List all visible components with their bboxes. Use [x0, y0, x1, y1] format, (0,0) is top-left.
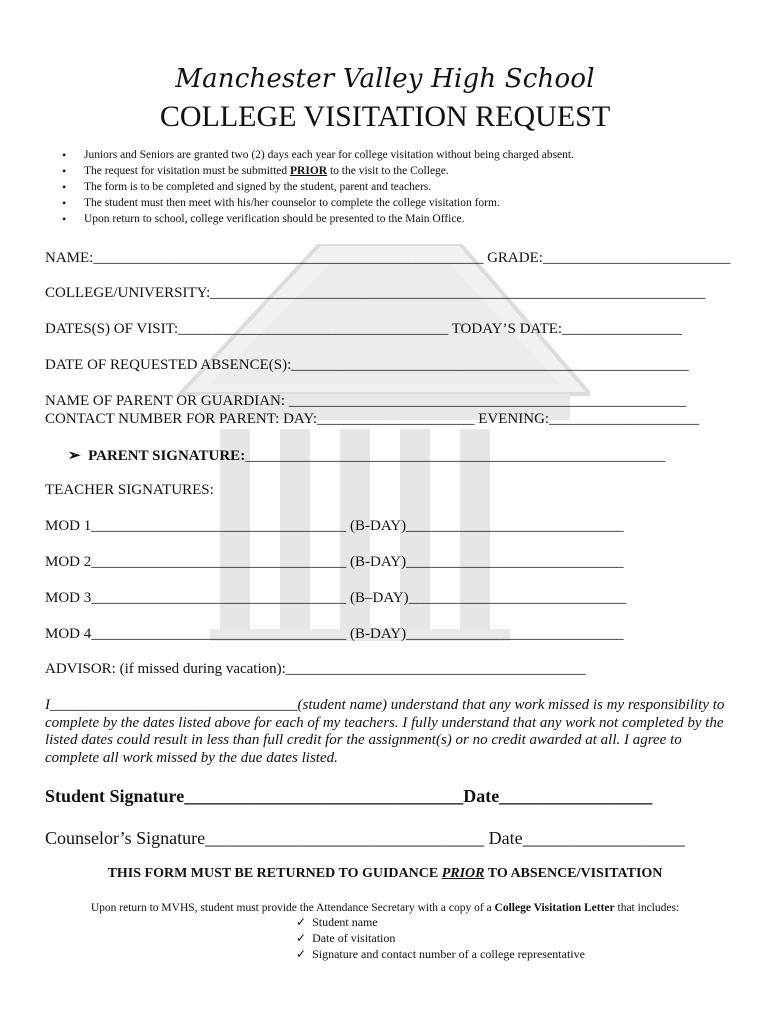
- parent-name-field[interactable]: NAME OF PARENT OR GUARDIAN: _____________________________________________________: [45, 393, 687, 409]
- agreement-text: I_________________________________(student name) understand that any work missed is my responsibility to complete by the dates listed above for each of my teachers. I fully understand that any work not completed by the listed dates could result in less than full credit for the assignment(s) or no credit awarded at all. I agree to complete all work missed by the due dates listed.: [45, 697, 725, 766]
- page-title: COLLEGE VISITATION REQUEST: [159, 100, 611, 133]
- name-field[interactable]: NAME:____________________________________________________ GRADE:_________________________: [45, 250, 731, 266]
- parent-signature-field[interactable]: ➢ PARENT SIGNATURE:________________________________________________________: [68, 448, 666, 464]
- mod2-field[interactable]: MOD 2__________________________________ (B-DAY)_____________________________: [45, 554, 624, 570]
- rules-list: [62, 148, 574, 228]
- advisor-field[interactable]: ADVISOR: (if missed during vacation):________________________________________: [45, 661, 586, 677]
- parent-contact-field[interactable]: CONTACT NUMBER FOR PARENT: DAY:_____________________ EVENING:____________________: [45, 411, 700, 427]
- list-item: • The form is to be completed and signed by the student, parent and teachers.: [62, 180, 574, 196]
- checkmark-icon: ✓: [296, 915, 307, 929]
- list-item: • The request for visitation must be submitted PRIOR to the visit to the College.: [62, 164, 574, 180]
- return-info: Upon return to MVHS, student must provide the Attendance Secretary with a copy of a College Visitation Letter that includes:: [90, 902, 680, 914]
- checkmark-icon: ✓: [296, 931, 307, 945]
- student-signature-field[interactable]: Student Signature_______________________________Date_________________: [45, 786, 653, 806]
- mod4-field[interactable]: MOD 4__________________________________ (B-DAY)_____________________________: [45, 626, 624, 642]
- counselor-signature-field[interactable]: Counselor’s Signature_______________________________ Date__________________: [45, 828, 685, 848]
- mod1-field[interactable]: MOD 1__________________________________ (B-DAY)_____________________________: [45, 518, 624, 534]
- list-item: ✓ Date of visitation: [296, 931, 396, 945]
- arrow-icon: ➢: [68, 448, 81, 464]
- dates-field[interactable]: DATES(S) OF VISIT:____________________________________ TODAY’S DATE:________________: [45, 321, 683, 337]
- mod3-field[interactable]: MOD 3__________________________________ (B–DAY)_____________________________: [45, 590, 627, 606]
- college-field[interactable]: COLLEGE/UNIVERSITY:__________________________________________________________________: [45, 285, 706, 301]
- checkmark-icon: ✓: [296, 947, 307, 961]
- list-item: ✓ Signature and contact number of a college representative: [296, 947, 585, 961]
- list-item: • Upon return to school, college verification should be presented to the Main Office.: [62, 212, 574, 228]
- absence-field[interactable]: DATE OF REQUESTED ABSENCE(S):_____________________________________________________: [45, 357, 689, 373]
- school-name: Manchester Valley High School: [175, 64, 595, 94]
- list-item: • The student must then meet with his/her counselor to complete the college visitation form.: [62, 196, 574, 212]
- teacher-heading: TEACHER SIGNATURES:: [45, 482, 214, 498]
- return-notice: THIS FORM MUST BE RETURNED TO GUIDANCE PRIOR TO ABSENCE/VISITATION: [107, 866, 663, 881]
- list-item: • Juniors and Seniors are granted two (2) days each year for college visitation without being charged absent.: [62, 148, 574, 164]
- prior-emphasis: PRIOR: [290, 164, 328, 177]
- list-item: ✓ Student name: [296, 915, 378, 929]
